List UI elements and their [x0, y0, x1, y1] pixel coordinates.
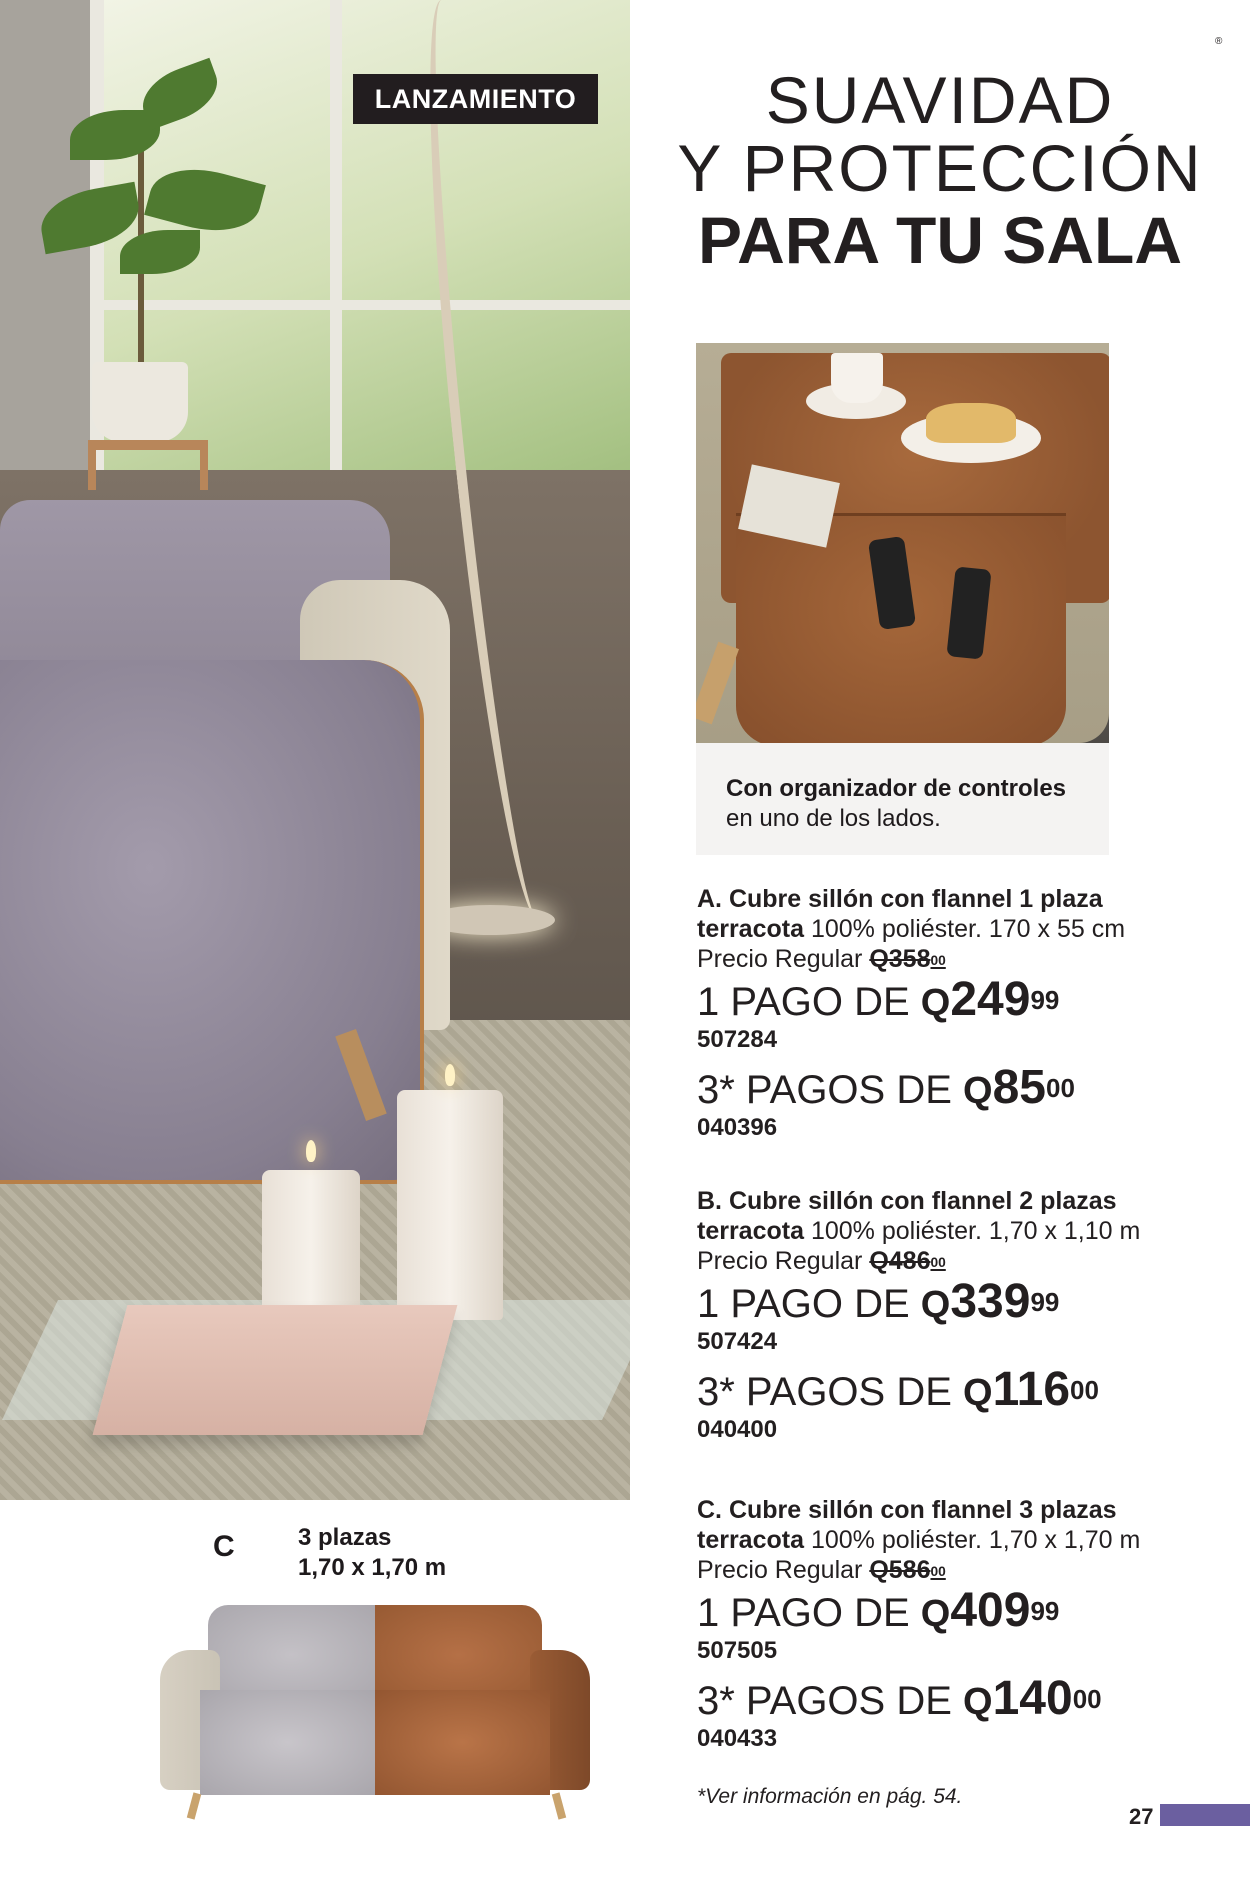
regular-price-label: Precio Regular — [697, 1556, 863, 1584]
product-spec — [697, 1216, 1237, 1246]
plant-pot — [92, 362, 188, 442]
page-title — [650, 63, 1230, 278]
three-payments-cents: 00 — [1045, 1073, 1075, 1103]
decor-box — [93, 1305, 458, 1435]
one-payment-cents: 99 — [1030, 1596, 1060, 1626]
three-payments-amount: 85 — [992, 1061, 1046, 1114]
product-code: 040433 — [697, 1725, 778, 1752]
regular-price-amount: Q586 — [869, 1556, 931, 1584]
product-name: B. Cubre sillón con flannel 2 plazas — [697, 1187, 1117, 1215]
three-payments-amount: 116 — [992, 1363, 1071, 1416]
product-material-size: 100% poliéster. 1,70 x 1,70 m — [810, 1526, 1141, 1554]
one-payment-price — [697, 973, 1237, 1026]
title-line-2: Y PROTECCIÓN — [677, 131, 1203, 205]
page-number: 27 — [1129, 1804, 1154, 1829]
product-code: 507284 — [697, 1026, 778, 1053]
product-spec — [697, 914, 1237, 944]
bread — [926, 403, 1016, 443]
sofa-letter: C — [213, 1530, 235, 1563]
launch-badge: LANZAMIENTO — [353, 74, 598, 124]
product-code: 507424 — [697, 1328, 778, 1355]
regular-price-value — [869, 945, 945, 973]
caption-line-2: en uno de los lados. — [726, 805, 941, 832]
candle-flame — [306, 1140, 316, 1162]
candle — [262, 1170, 360, 1310]
product-a — [697, 884, 1237, 1154]
product-name: A. Cubre sillón con flannel 1 plaza — [697, 885, 1103, 913]
product-code: 040396 — [697, 1114, 778, 1141]
window-frame — [90, 300, 630, 310]
currency: Q — [920, 1593, 951, 1635]
one-payment-cents: 99 — [1030, 985, 1060, 1015]
one-payment-label: 1 PAGO DE — [697, 980, 910, 1024]
product-c — [697, 1495, 1237, 1765]
three-payments-label: 3* PAGOS DE — [697, 1679, 952, 1723]
sofa-seat-gray — [200, 1690, 375, 1795]
candle-flame — [445, 1064, 455, 1086]
three-payments-label: 3* PAGOS DE — [697, 1068, 952, 1112]
product-color: terracota — [697, 1217, 804, 1245]
title-line-1: SUAVIDAD — [765, 63, 1115, 137]
coffee-cup — [831, 353, 883, 403]
regular-price-label: Precio Regular — [697, 945, 863, 973]
regular-price-label: Precio Regular — [697, 1247, 863, 1275]
page-accent-bar — [1160, 1804, 1250, 1826]
organizer-caption — [696, 743, 1109, 855]
three-payments-cents: 00 — [1072, 1684, 1102, 1714]
sofa-size: 1,70 x 1,70 m — [298, 1554, 447, 1581]
one-payment-amount: 249 — [950, 973, 1031, 1026]
three-payments-price — [697, 1672, 1237, 1725]
one-payment-amount: 339 — [950, 1275, 1031, 1328]
three-payments-price — [697, 1363, 1237, 1416]
plant-stand — [88, 440, 208, 490]
regular-price-value — [869, 1556, 945, 1584]
regular-price-amount: Q358 — [869, 945, 931, 973]
organizer-photo — [696, 343, 1109, 743]
regular-price-cents: 00 — [930, 953, 946, 968]
currency: Q — [963, 1070, 993, 1112]
currency: Q — [963, 1681, 993, 1723]
sofa-leg — [552, 1792, 566, 1819]
three-payments-label: 3* PAGOS DE — [697, 1370, 952, 1414]
three-payments-cents: 00 — [1070, 1375, 1099, 1405]
regular-price-value — [869, 1247, 945, 1275]
sofa-leg — [187, 1792, 201, 1819]
sofa-seats: 3 plazas — [298, 1524, 392, 1551]
registered-mark: ® — [1215, 36, 1223, 47]
regular-price-cents: 00 — [930, 1564, 946, 1579]
product-code: 507505 — [697, 1637, 778, 1664]
sofa-seat-terracota — [375, 1690, 550, 1795]
product-color: terracota — [697, 1526, 804, 1554]
three-payments-price — [697, 1061, 1237, 1114]
one-payment-price — [697, 1275, 1237, 1328]
product-code: 040400 — [697, 1416, 778, 1443]
three-payments-amount: 140 — [992, 1672, 1073, 1725]
hero-photo — [0, 0, 630, 1500]
footnote: *Ver información en pág. 54. — [697, 1785, 963, 1808]
product-name: C. Cubre sillón con flannel 3 plazas — [697, 1496, 1117, 1524]
regular-price-cents: 00 — [930, 1255, 946, 1270]
one-payment-amount: 409 — [950, 1584, 1031, 1637]
sofa-image — [160, 1605, 590, 1820]
product-material-size: 100% poliéster. 1,70 x 1,10 m — [810, 1217, 1141, 1245]
candle — [397, 1090, 503, 1320]
one-payment-price — [697, 1584, 1237, 1637]
title-line-3: PARA TU SALA — [698, 203, 1182, 277]
product-b — [697, 1186, 1237, 1456]
one-payment-label: 1 PAGO DE — [697, 1282, 910, 1326]
caption-line-1: Con organizador de controles — [726, 775, 1067, 802]
product-color: terracota — [697, 915, 804, 943]
currency: Q — [920, 982, 951, 1024]
currency: Q — [920, 1284, 951, 1326]
regular-price-amount: Q486 — [869, 1247, 931, 1275]
currency: Q — [963, 1372, 993, 1414]
one-payment-label: 1 PAGO DE — [697, 1591, 910, 1635]
one-payment-cents: 99 — [1030, 1287, 1060, 1317]
product-spec — [697, 1525, 1237, 1555]
product-material-size: 100% poliéster. 170 x 55 cm — [810, 915, 1126, 943]
